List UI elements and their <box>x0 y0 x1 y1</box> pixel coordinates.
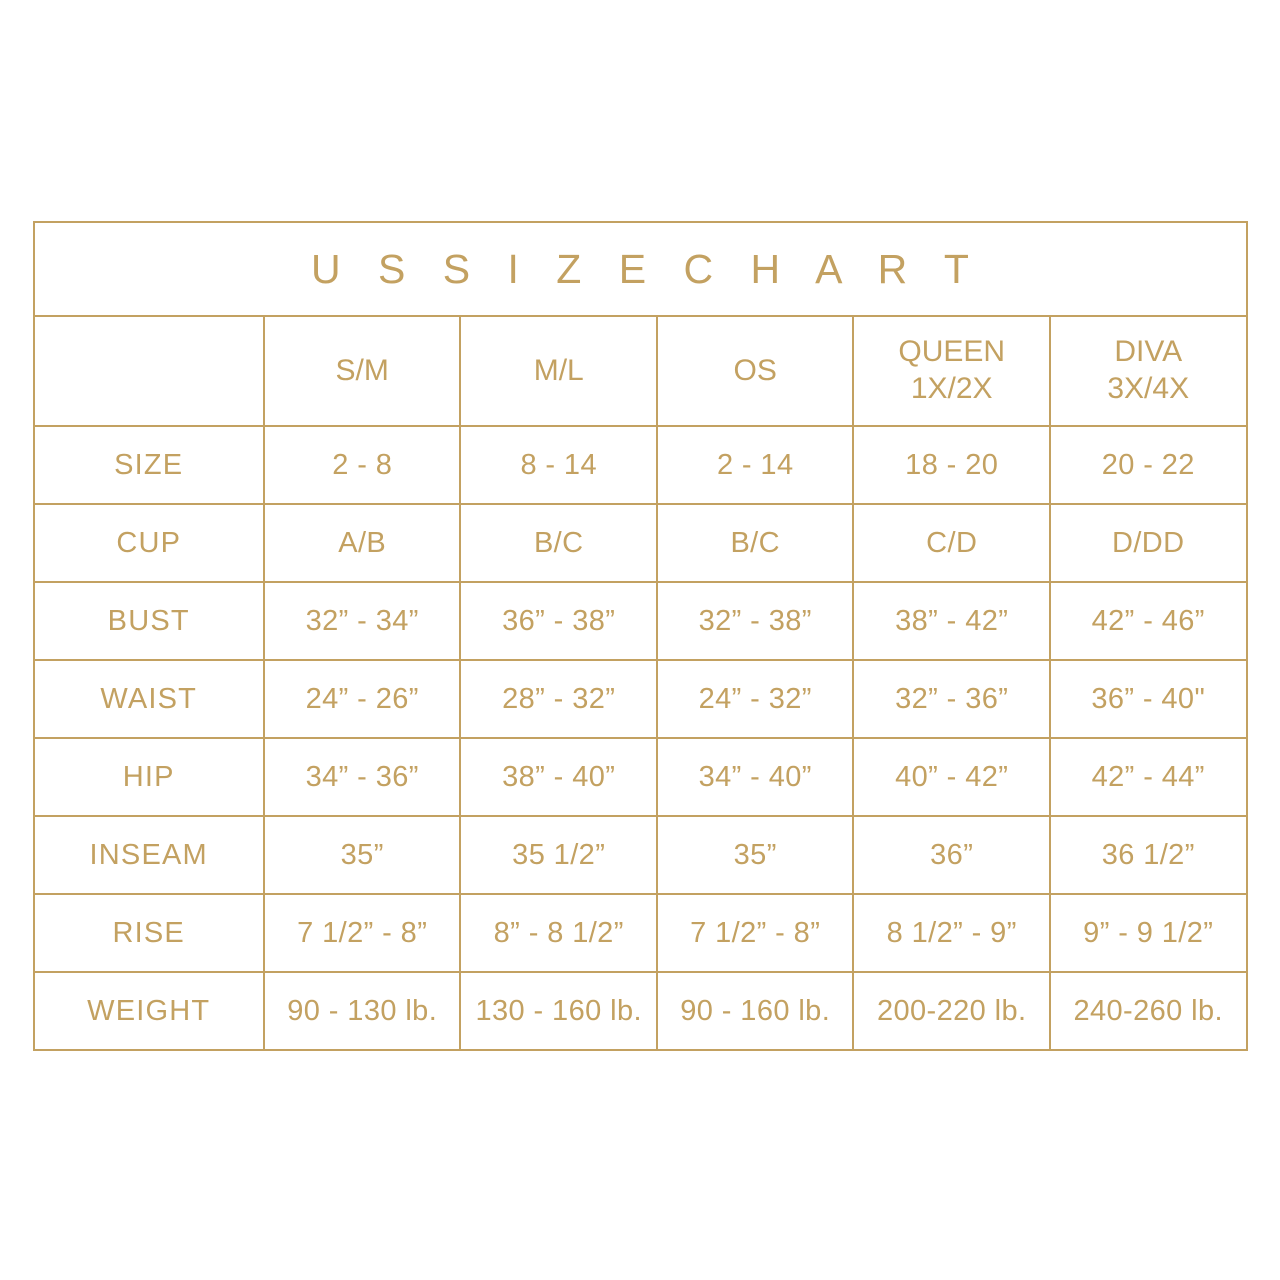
header-sublabel-diva: 3X/4X <box>1107 372 1190 405</box>
cell-hip-diva: 42” - 44” <box>1050 738 1247 816</box>
cell-weight-os: 90 - 160 lb. <box>657 972 854 1050</box>
cell-cup-ml: B/C <box>460 504 657 582</box>
cell-inseam-sm: 35” <box>264 816 461 894</box>
table-row <box>34 738 1247 816</box>
cell-waist-diva: 36” - 40" <box>1050 660 1247 738</box>
header-label-ml: M/L <box>533 353 584 387</box>
cell-hip-queen: 40” - 42” <box>853 738 1050 816</box>
header-label-diva: DIVA <box>1114 335 1183 369</box>
table-row <box>34 894 1247 972</box>
header-cell-os <box>657 316 854 426</box>
cell-bust-ml: 36” - 38” <box>460 582 657 660</box>
cell-cup-diva: D/DD <box>1050 504 1247 582</box>
row-label-waist: WAIST <box>34 660 264 738</box>
cell-inseam-diva: 36 1/2” <box>1050 816 1247 894</box>
cell-bust-diva: 42” - 46” <box>1050 582 1247 660</box>
table-row <box>34 660 1247 738</box>
header-label-os: OS <box>733 353 777 387</box>
table-row <box>34 582 1247 660</box>
cell-weight-ml: 130 - 160 lb. <box>460 972 657 1050</box>
us-size-chart-table <box>33 221 1248 1051</box>
cell-rise-diva: 9” - 9 1/2” <box>1050 894 1247 972</box>
cell-rise-ml: 8” - 8 1/2” <box>460 894 657 972</box>
cell-bust-queen: 38” - 42” <box>853 582 1050 660</box>
header-cell-diva <box>1050 316 1247 426</box>
cell-size-ml: 8 - 14 <box>460 426 657 504</box>
row-label-bust: BUST <box>34 582 264 660</box>
header-row <box>34 316 1247 426</box>
cell-rise-queen: 8 1/2” - 9” <box>853 894 1050 972</box>
header-label-sm: S/M <box>335 353 389 387</box>
cell-waist-os: 24” - 32” <box>657 660 854 738</box>
cell-size-sm: 2 - 8 <box>264 426 461 504</box>
table-row <box>34 504 1247 582</box>
cell-waist-sm: 24” - 26” <box>264 660 461 738</box>
cell-cup-os: B/C <box>657 504 854 582</box>
cell-weight-queen: 200-220 lb. <box>853 972 1050 1050</box>
chart-title: U S S I Z E C H A R T <box>34 222 1247 316</box>
row-label-rise: RISE <box>34 894 264 972</box>
header-label-queen: QUEEN <box>898 335 1006 369</box>
header-sublabel-queen: 1X/2X <box>910 372 993 405</box>
cell-waist-ml: 28” - 32” <box>460 660 657 738</box>
table-row <box>34 426 1247 504</box>
cell-size-diva: 20 - 22 <box>1050 426 1247 504</box>
table-row <box>34 816 1247 894</box>
cell-size-os: 2 - 14 <box>657 426 854 504</box>
title-row <box>34 222 1247 316</box>
cell-bust-sm: 32” - 34” <box>264 582 461 660</box>
cell-inseam-queen: 36” <box>853 816 1050 894</box>
header-cell-sm <box>264 316 461 426</box>
row-label-inseam: INSEAM <box>34 816 264 894</box>
cell-weight-sm: 90 - 130 lb. <box>264 972 461 1050</box>
cell-cup-sm: A/B <box>264 504 461 582</box>
header-cell-queen <box>853 316 1050 426</box>
cell-hip-ml: 38” - 40” <box>460 738 657 816</box>
header-cell-ml <box>460 316 657 426</box>
cell-weight-diva: 240-260 lb. <box>1050 972 1247 1050</box>
cell-cup-queen: C/D <box>853 504 1050 582</box>
table-row <box>34 972 1247 1050</box>
row-label-weight: WEIGHT <box>34 972 264 1050</box>
header-cell-blank <box>34 316 264 426</box>
cell-inseam-ml: 35 1/2” <box>460 816 657 894</box>
cell-bust-os: 32” - 38” <box>657 582 854 660</box>
row-label-hip: HIP <box>34 738 264 816</box>
size-chart-container <box>33 221 1248 1051</box>
cell-rise-os: 7 1/2” - 8” <box>657 894 854 972</box>
cell-size-queen: 18 - 20 <box>853 426 1050 504</box>
row-label-size: SIZE <box>34 426 264 504</box>
cell-rise-sm: 7 1/2” - 8” <box>264 894 461 972</box>
cell-waist-queen: 32” - 36” <box>853 660 1050 738</box>
cell-inseam-os: 35” <box>657 816 854 894</box>
cell-hip-os: 34” - 40” <box>657 738 854 816</box>
cell-hip-sm: 34” - 36” <box>264 738 461 816</box>
row-label-cup: CUP <box>34 504 264 582</box>
